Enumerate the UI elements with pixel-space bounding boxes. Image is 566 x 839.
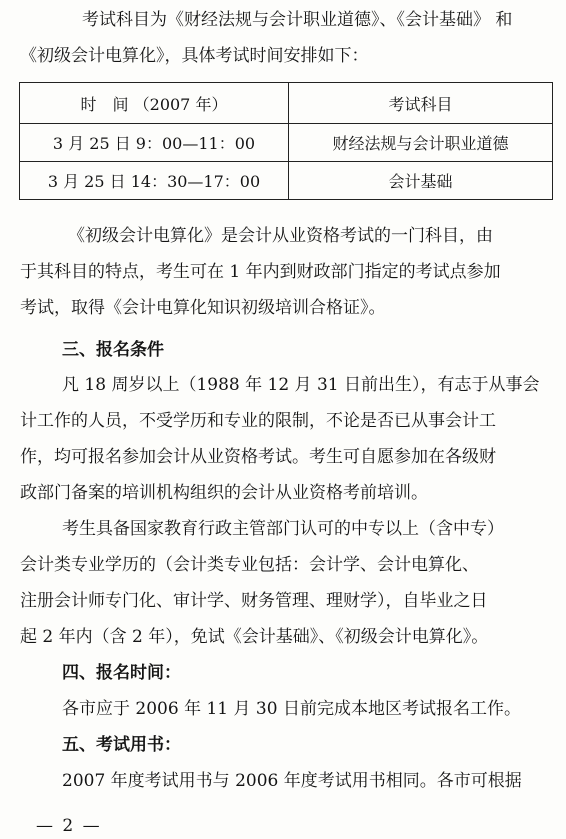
computerization-line-2: 于其科目的特点，考生可在 1 年内到财政部门指定的考试点参加: [20, 262, 501, 282]
section-5-heading: 五、考试用书：: [62, 735, 181, 755]
row-time: 3 月 25 日 9：00—11：00: [20, 124, 289, 162]
section-3-heading: 三、报名条件: [62, 340, 164, 360]
header-subject: 考试科目: [289, 83, 553, 124]
section-5-p1: 2007 年度考试用书与 2006 年度考试用书相同。各市可根据: [62, 771, 522, 791]
table-row: [20, 162, 553, 200]
section-3-p1-line-1: 凡 18 周岁以上（1988 年 12 月 31 日前出生），有志于从事会: [62, 375, 540, 395]
page-number: — 2 —: [36, 816, 102, 836]
row-subject: 会计基础: [289, 162, 553, 200]
section-3-p1-line-2: 计工作的人员，不受学历和专业的限制，不论是否已从事会计工: [20, 411, 496, 431]
computerization-line-3: 考试，取得《会计电算化知识初级培训合格证》。: [20, 298, 386, 318]
exam-schedule-table: [19, 82, 553, 200]
section-4-heading: 四、报名时间：: [62, 663, 181, 683]
header-time: 时 间 （2007 年）: [20, 83, 289, 124]
section-3-p2-line-2: 会计类专业学历的（会计类专业包括：会计学、会计电算化、: [20, 555, 479, 575]
table-row: [20, 124, 553, 162]
row-subject: 财经法规与会计职业道德: [289, 124, 553, 162]
table-header-row: [20, 83, 553, 124]
row-time: 3 月 25 日 14：30—17：00: [20, 162, 289, 200]
computerization-line-1: 《初级会计电算化》是会计从业资格考试的一门科目，由: [68, 226, 493, 246]
section-3-p2-line-1: 考生具备国家教育行政主管部门认可的中专以上（含中专）: [62, 519, 504, 539]
intro-line-1: 考试科目为《财经法规与会计职业道德》、《会计基础》 和: [82, 10, 513, 30]
section-3-p2-line-4: 起 2 年内（含 2 年），免试《会计基础》、《初级会计电算化》。: [20, 627, 489, 647]
section-4-p1: 各市应于 2006 年 11 月 30 日前完成本地区考试报名工作。: [62, 699, 521, 719]
intro-line-2: 《初级会计电算化》，具体考试时间安排如下：: [20, 46, 369, 66]
section-3-p2-line-3: 注册会计师专门化、审计学、财务管理、理财学），自毕业之日: [20, 591, 488, 611]
section-3-p1-line-4: 政部门备案的培训机构组织的会计从业资格考前培训。: [20, 483, 428, 503]
section-3-p1-line-3: 作，均可报名参加会计从业资格考试。考生可自愿参加在各级财: [20, 447, 496, 467]
